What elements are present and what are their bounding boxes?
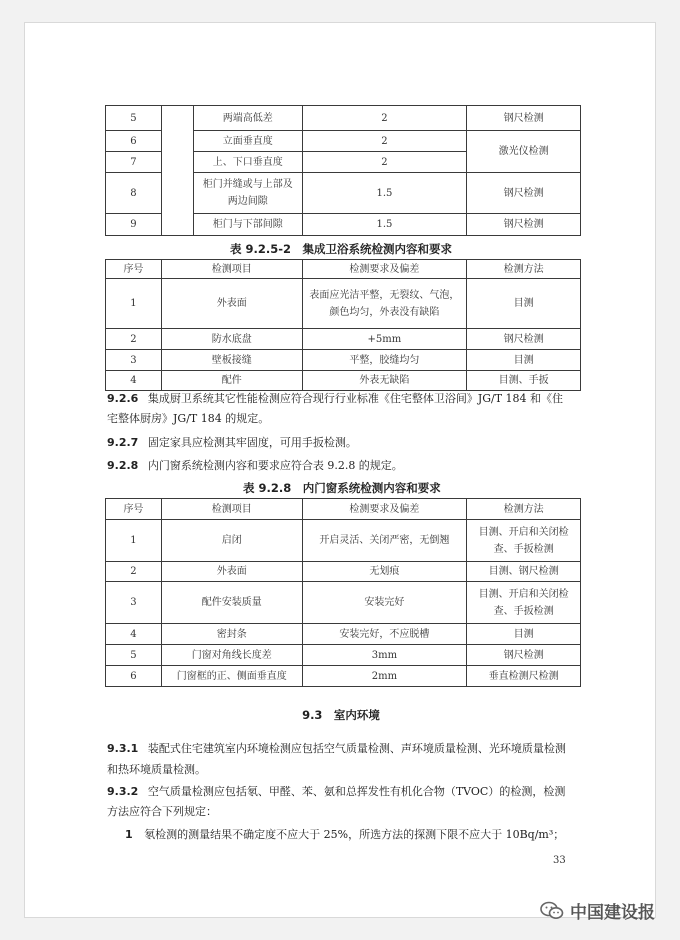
table-cell: 4	[106, 624, 162, 645]
table-header: 检测项目	[161, 499, 302, 520]
clause-9-3-1-cont: 和热环境质量检测。	[107, 763, 206, 776]
table-cell-merged	[161, 106, 193, 236]
table-cell: 外表无缺陷	[302, 371, 467, 391]
section-title: 9.3 室内环境	[302, 708, 380, 722]
list-text: 氡检测的测量结果不确定度不应大于 25%，所选方法的探测下限不应大于 10Bq/m³；	[144, 828, 565, 841]
table-header: 序号	[106, 499, 162, 520]
table-cell: 防水底盘	[161, 329, 302, 350]
table-cell: 平整，胶缝均匀	[302, 350, 467, 371]
clause-text: 装配式住宅建筑室内环境检测应包括空气质量检测、声环境质量检测、光环境质量检测	[147, 742, 566, 755]
clause-9-2-6-cont: 宅整体厨房》JG/T 184 的规定。	[107, 412, 270, 425]
clause-9-2-6	[107, 389, 563, 409]
table-cell: 目测	[467, 624, 581, 645]
table-cell: 柜门与下部间隙	[193, 214, 302, 236]
clause-text: 集成厨卫系统其它性能检测应符合现行行业标准《住宅整体卫浴间》JG/T 184 和《住	[147, 392, 564, 405]
table-cell: 4	[106, 371, 162, 391]
table-header: 检测项目	[161, 260, 302, 279]
table-cell: 表面应光洁平整，无裂纹、气泡，颜色均匀，外表没有缺陷	[302, 279, 467, 329]
table-cell: 门窗框的正、侧面垂直度	[161, 666, 302, 687]
watermark	[540, 898, 655, 923]
list-number: 1	[125, 828, 133, 841]
table-cell: 激光仪检测	[467, 131, 581, 173]
table-cell: 门窗对角线长度差	[161, 645, 302, 666]
table-cell: 钢尺检测	[467, 106, 581, 131]
table-cell: +5mm	[302, 329, 467, 350]
table-cell: 目测	[467, 350, 581, 371]
table-cell: 6	[106, 666, 162, 687]
clause-number: 9.3.1	[107, 742, 139, 755]
clause-number: 9.3.2	[107, 785, 139, 798]
clause-number: 9.2.6	[107, 392, 139, 405]
table-cell: 目测	[467, 279, 581, 329]
clause-9-3-1	[107, 739, 566, 759]
table-cell: 开启灵活、关闭严密，无倒翘	[302, 520, 467, 562]
table-cell: 目测、开启和关闭检查、手扳检测	[467, 582, 581, 624]
table-cell: 3	[106, 582, 162, 624]
watermark-text: 中国建设报	[570, 903, 655, 923]
table-cell: 2	[302, 131, 467, 152]
clause-9-2-8	[107, 456, 403, 476]
table-header: 序号	[106, 260, 162, 279]
list-item-1	[125, 825, 564, 845]
table-cell: 2	[106, 562, 162, 582]
table-cell: 2mm	[302, 666, 467, 687]
table-caption-9-2-8: 表 9.2.8 内门窗系统检测内容和要求	[243, 481, 441, 495]
table-cell: 2	[106, 329, 162, 350]
table-cell: 安装完好，不应脱槽	[302, 624, 467, 645]
table-cell: 7	[106, 152, 162, 173]
table-cell: 1	[106, 520, 162, 562]
page-number: 33	[553, 855, 566, 866]
table-header: 检测要求及偏差	[302, 260, 467, 279]
bathroom-detection-table	[105, 259, 581, 391]
table-cell: 配件安装质量	[161, 582, 302, 624]
table-cell: 5	[106, 645, 162, 666]
table-header: 检测方法	[467, 260, 581, 279]
clause-number: 9.2.8	[107, 459, 139, 472]
door-window-detection-table	[105, 498, 581, 687]
table-cell: 目测、开启和关闭检查、手扳检测	[467, 520, 581, 562]
table-cell: 安装完好	[302, 582, 467, 624]
table-cell: 目测、钢尺检测	[467, 562, 581, 582]
clause-text: 空气质量检测应包括氡、甲醛、苯、氨和总挥发性有机化合物（TVOC）的检测，检测	[147, 785, 566, 798]
clause-number: 9.2.7	[107, 436, 139, 449]
clause-9-3-2	[107, 782, 565, 802]
table-cell: 钢尺检测	[467, 214, 581, 236]
table-cell: 2	[302, 152, 467, 173]
table-cell: 3	[106, 350, 162, 371]
clause-9-3-2-cont: 方法应符合下列规定：	[107, 805, 217, 818]
table-cell: 1.5	[302, 173, 467, 214]
clause-text: 固定家具应检测其牢固度，可用手扳检测。	[147, 436, 357, 449]
table-cell: 1	[106, 279, 162, 329]
table-cell: 无划痕	[302, 562, 467, 582]
table-cell: 立面垂直度	[193, 131, 302, 152]
table-cell: 钢尺检测	[467, 329, 581, 350]
table-cell: 1.5	[302, 214, 467, 236]
table-cell: 钢尺检测	[467, 645, 581, 666]
table-cell: 配件	[161, 371, 302, 391]
table-cell: 上、下口垂直度	[193, 152, 302, 173]
table-cell: 6	[106, 131, 162, 152]
table-cell: 两端高低差	[193, 106, 302, 131]
table-cell: 目测、手扳	[467, 371, 581, 391]
table-cell: 启闭	[161, 520, 302, 562]
table-cell: 外表面	[161, 279, 302, 329]
table-cell: 外表面	[161, 562, 302, 582]
clause-9-2-7	[107, 433, 357, 453]
table-cell: 密封条	[161, 624, 302, 645]
table-cell: 9	[106, 214, 162, 236]
table-cell: 壁板接缝	[161, 350, 302, 371]
wechat-icon	[540, 901, 564, 921]
document-page	[24, 22, 656, 918]
table-cell: 3mm	[302, 645, 467, 666]
table-cell: 2	[302, 106, 467, 131]
table-cell: 钢尺检测	[467, 173, 581, 214]
cabinet-detection-table	[105, 105, 581, 236]
table-cell: 5	[106, 106, 162, 131]
table-caption-9-2-5-2: 表 9.2.5-2 集成卫浴系统检测内容和要求	[230, 242, 453, 256]
table-cell: 柜门并缝或与上部及两边间隙	[193, 173, 302, 214]
table-cell: 垂直检测尺检测	[467, 666, 581, 687]
table-header: 检测方法	[467, 499, 581, 520]
clause-text: 内门窗系统检测内容和要求应符合表 9.2.8 的规定。	[147, 459, 403, 472]
table-cell: 8	[106, 173, 162, 214]
table-header: 检测要求及偏差	[302, 499, 467, 520]
